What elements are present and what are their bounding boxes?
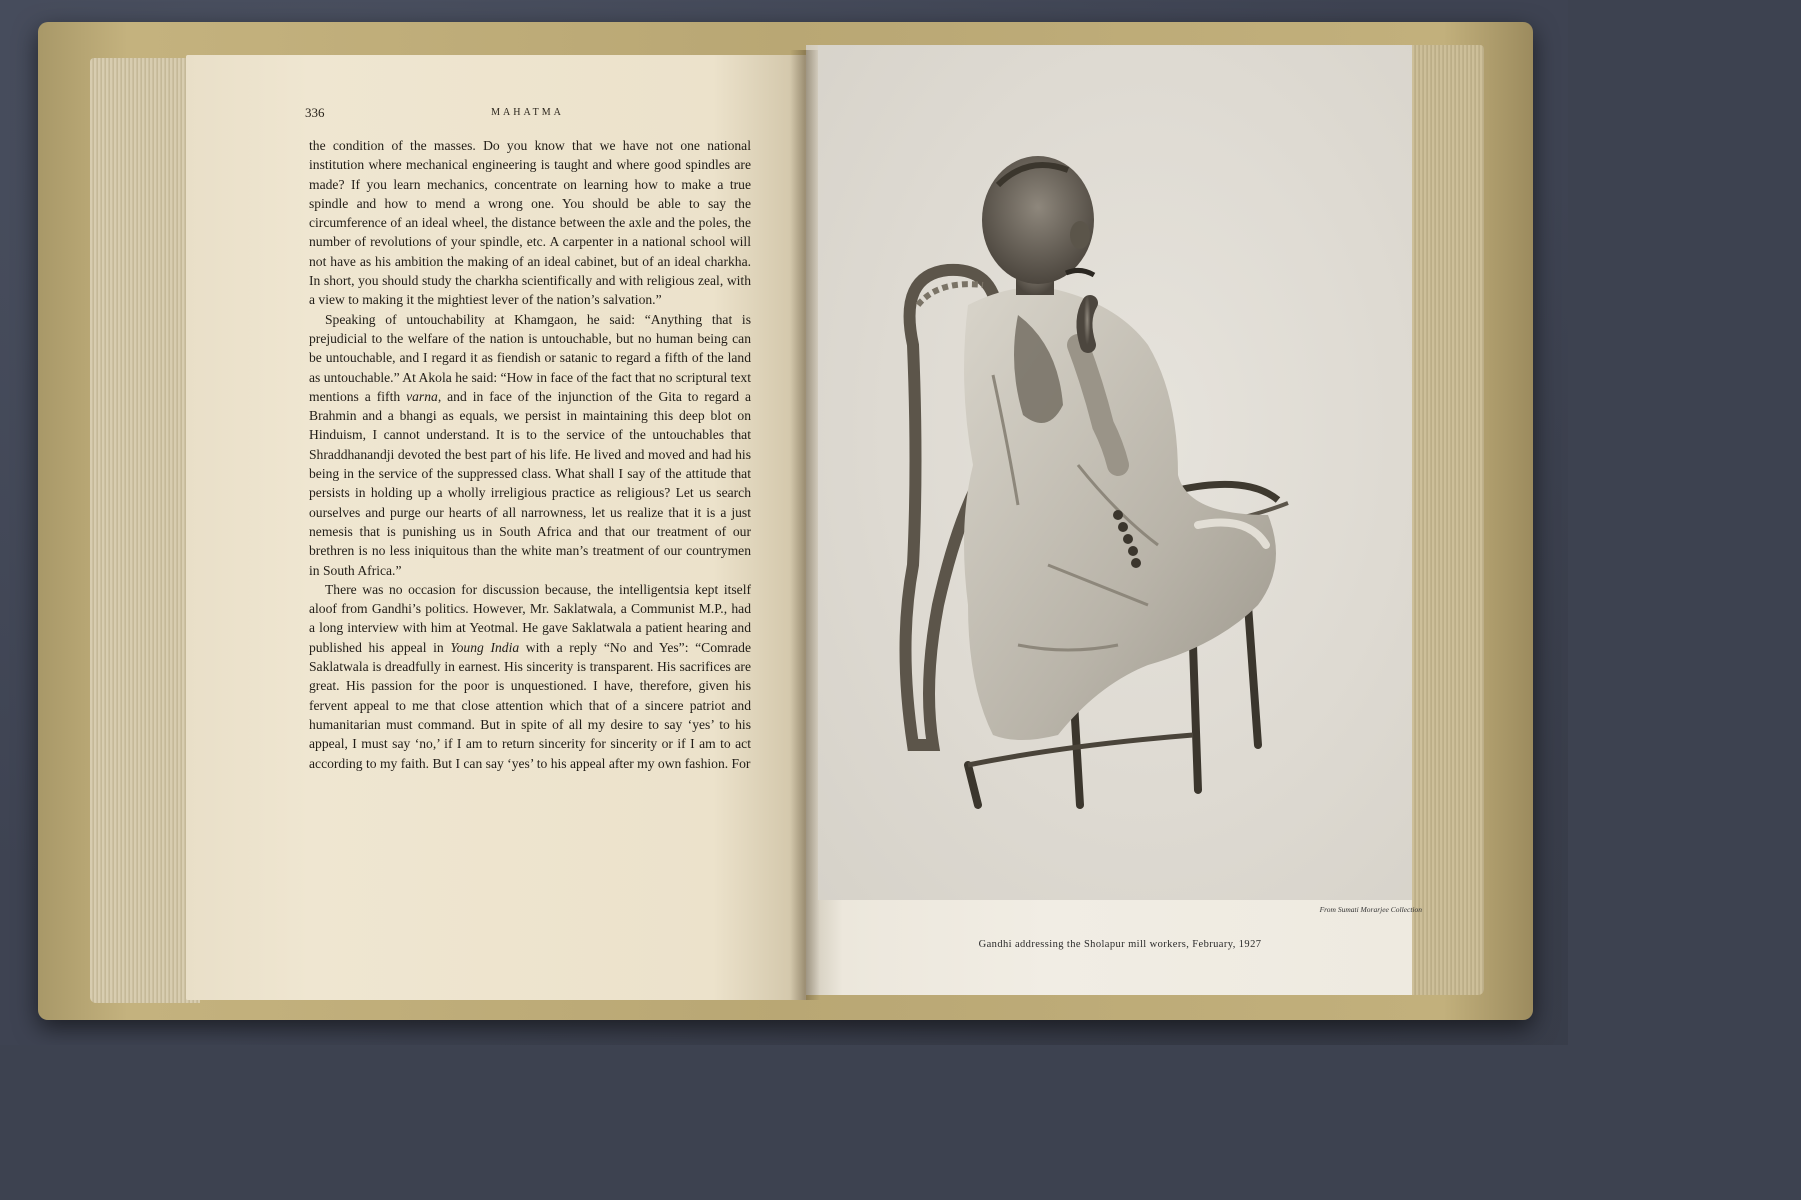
paragraph-text: There was no occasion for discussion because, the intelligentsia kept itself aloof from Gandhi’s politics. However, Mr. Saklatwala, a Communist M.P., had a long interview with him at Yeotmal. He gave Saklatwala a patient hearing and published his appeal in	[309, 581, 751, 655]
body-paragraph	[309, 136, 751, 310]
photo-caption: Gandhi addressing the Sholapur mill workers, February, 1927	[978, 939, 1262, 950]
portrait-photograph	[818, 45, 1412, 900]
body-paragraph	[309, 580, 751, 773]
italic-text: Young India	[450, 639, 520, 655]
seated-man-illustration	[818, 45, 1412, 900]
italic-text: varna	[406, 388, 438, 404]
book-gutter	[790, 50, 820, 1000]
body-text	[309, 136, 751, 773]
right-page-edges	[1400, 45, 1484, 995]
paragraph-text: the condition of the masses. Do you know that we have not one national institution where mechanical engineering is taught and where good spindles are made? If you learn mechanics, concentrate on learning how to make a true spindle and how to mend a wrong one. You should be able to say the circumference of an ideal wheel, the distance between the axle and the poles, the number of revolutions of your spindle, etc. A carpenter in a national school will not have as his ambition the making of an ideal cabinet, but of an ideal charkha. In short, you should study the charkha scientifically and with religious zeal, with a view to making it the mightiest lever of the nation’s salvation.”	[309, 138, 751, 308]
paragraph-text: , and in face of the injunction of the Gita to regard a Brahmin and a bhangi as equals, we persist in maintaining this deep blot on Hinduism, I cannot understand. It is to the service of the untouchables that Shraddhanandji devoted the best part of his life. He lived and moved and had his being in the service of the suppressed class. What shall I say of the attitude that persists in holding up a wholly irreligious practice as religious? Let us search ourselves and purge our hearts of all narrowness, let us realize that it is a just nemesis that is punishing us in South Africa and that our treatment of our brethren is no less iniquitous than the white man’s treatment of our countrymen in South Africa.”	[309, 388, 751, 578]
body-paragraph	[309, 310, 751, 580]
running-title: MAHATMA	[491, 107, 564, 118]
paragraph-text: Speaking of untouchability at Khamgaon, he said: “Anything that is prejudicial to the welfare of the nation is untouchable, but no human being can be untouchable, and I regard it as fiendish or satanic to regard a fifth of the land as untouchable.” At Akola he said: “How in face of the fact that no scriptural text mentions a fifth	[309, 311, 751, 404]
page-number: 336	[305, 105, 325, 120]
paragraph-text: with a reply “No and Yes”: “Comrade Saklatwala is dreadfully in earnest. His sincerity is transparent. His sacrifices are great. His passion for the poor is unquestioned. I have, therefore, given his fervent appeal to me that close attention which that of a sincere patriot and humanitarian must command. But in spite of all my desire to say ‘yes’ to his appeal, I must say ‘no,’ if I am to return sincerity for sincerity or if I am to act according to my faith. But I can say ‘yes’ to his appeal after my own fashion. For	[309, 639, 751, 771]
left-page-edges	[90, 58, 200, 1003]
photo-credit: From Sumati Morarjee Collection	[1319, 905, 1422, 914]
